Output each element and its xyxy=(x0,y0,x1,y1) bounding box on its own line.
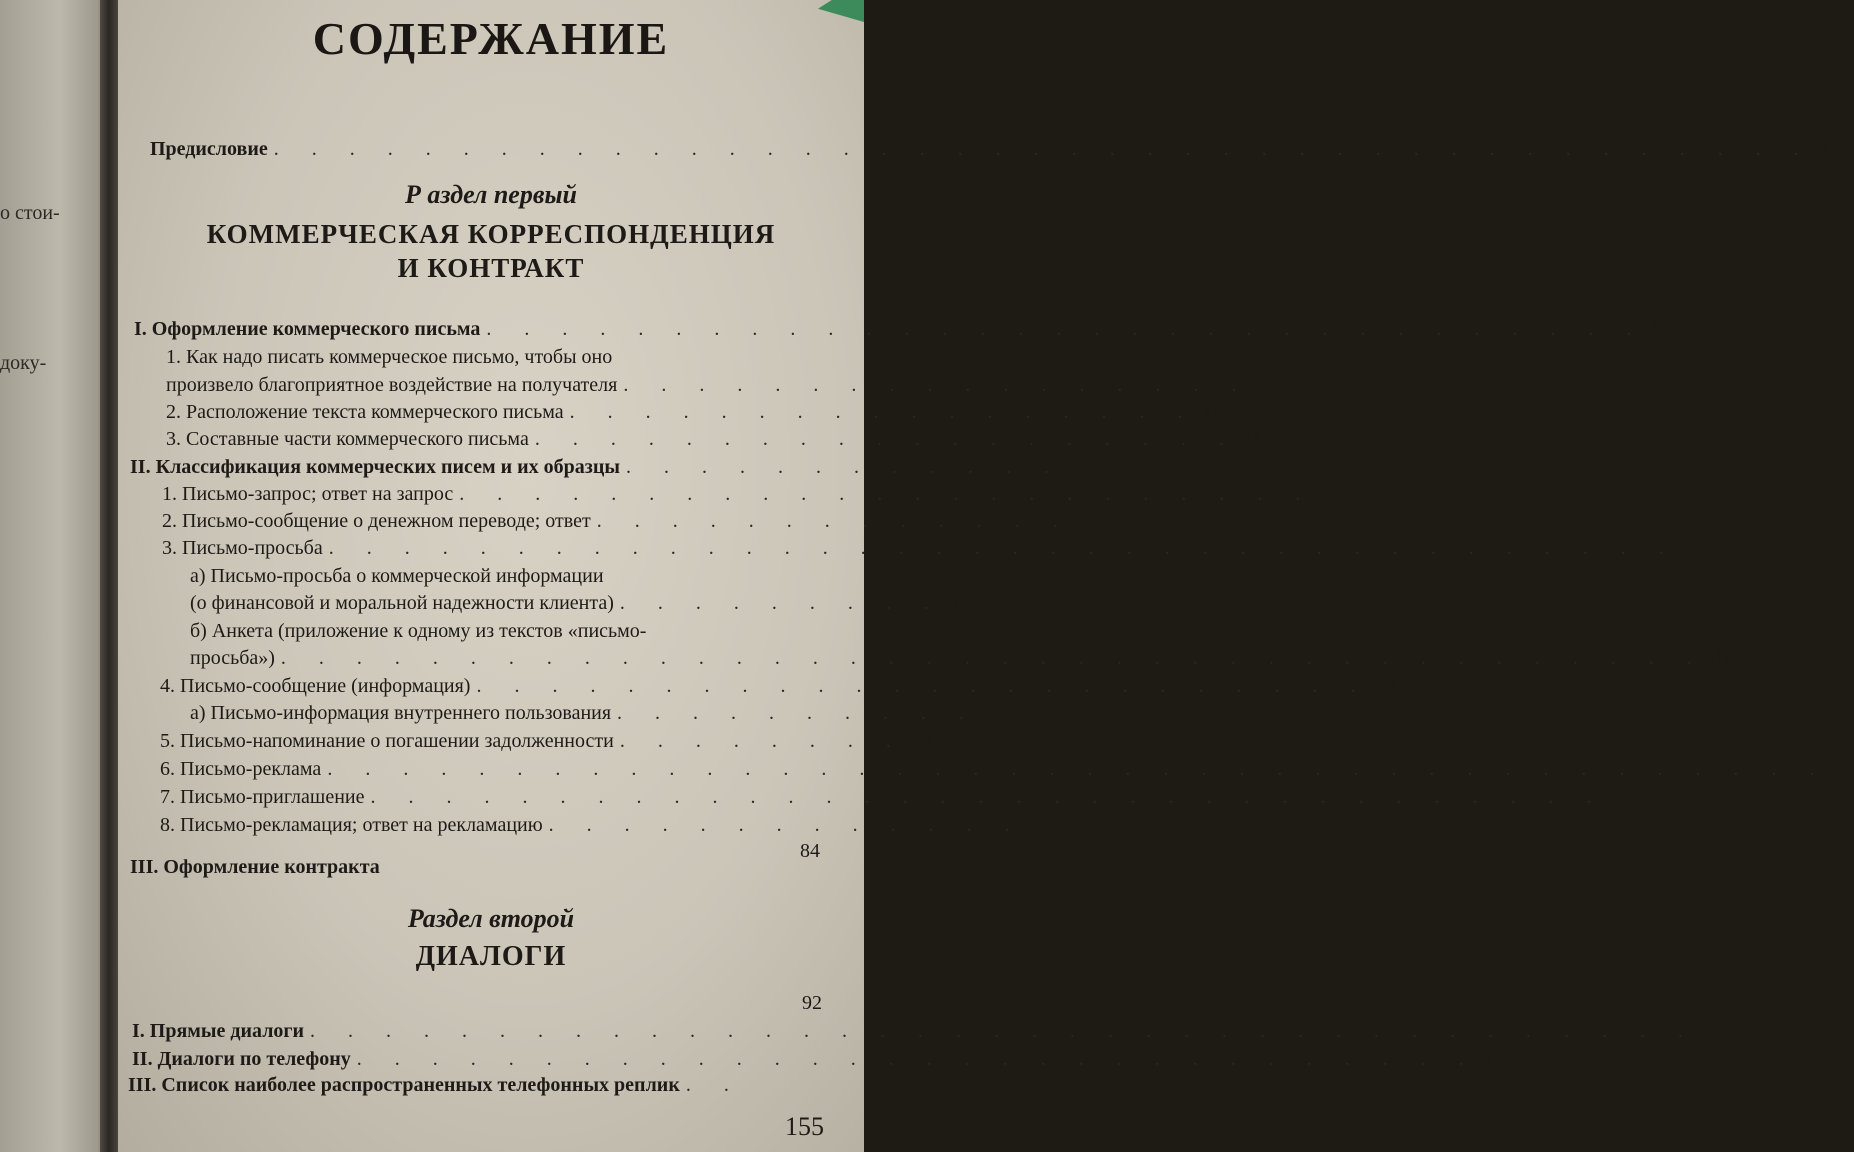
toc-entry-text: 8. Письмо-рекламация; ответ на рекламацию xyxy=(160,814,543,836)
toc-entry-text: I. Оформление коммерческого письма xyxy=(134,318,481,340)
toc-entry-text: 7. Письмо-приглашение xyxy=(160,786,365,808)
toc-page-number: 21 xyxy=(1320,483,1341,505)
toc-entry xyxy=(132,1018,1734,1044)
toc-entry xyxy=(132,1046,1514,1072)
dot-leader: . . . . . . . . . . . . . . . . . . . . . . . . . . . . . . . . . xyxy=(370,786,1606,808)
dot-leader: . . . . . . . . . . . . . xyxy=(596,510,1072,532)
toc-entry-text: 3. Письмо-просьба xyxy=(162,537,323,559)
toc-entry-text: 2. Письмо-сообщение о денежном переводе; ответ xyxy=(162,510,591,532)
section-label: Раздел второй xyxy=(407,904,575,933)
toc-entry-text: 5. Письмо-напоминание о погашении задолженности xyxy=(160,730,614,752)
toc-page-number: 47 xyxy=(1711,647,1732,669)
toc-entry xyxy=(166,399,1223,425)
toc-entry xyxy=(130,854,770,880)
dot-leader: . . . . . . . . . xyxy=(619,592,943,614)
toc-page-number: 78 xyxy=(1029,814,1050,836)
toc-page-number: 34 xyxy=(1683,537,1704,559)
left-page-fragment: доку- xyxy=(0,352,47,374)
toc-entry-text: Предисловие xyxy=(150,138,268,160)
section-title: КОММЕРЧЕСКАЯ КОРРЕСПОНДЕНЦИЯ xyxy=(206,219,776,249)
section-title: И КОНТРАКТ xyxy=(397,253,585,283)
left-page xyxy=(0,0,108,1152)
toc-page-number: 11 xyxy=(1243,428,1264,450)
toc-page-number: 8 xyxy=(1256,374,1267,396)
toc-page-number: 76 xyxy=(1611,786,1632,808)
dot-leader: . . . . . . . . . . xyxy=(617,702,979,724)
toc-entry-text: I. Прямые диалоги xyxy=(132,1020,305,1042)
toc-entry-text: II. Классификация коммерческих писем и их образцы xyxy=(130,456,620,478)
toc-entry-text: III. Список наиболее распространенных телефонных реплик xyxy=(128,1074,680,1096)
toc-page-number: 61 xyxy=(984,702,1005,724)
toc-entry xyxy=(130,454,1089,480)
toc-page-number: 106 xyxy=(1703,1020,1734,1042)
toc-entry-text: б) Анкета (приложение к одному из текстов «письмо- xyxy=(190,620,647,642)
toc-entry-text: (о финансовой и моральной надежности клиента) xyxy=(190,592,614,614)
dot-leader: . . . . . . . . . . . . . . . . . . . . . . . . . . . . . . . . . . . . xyxy=(328,537,1678,559)
toc-entry-text: 1. Как надо писать коммерческое письмо, чтобы оно xyxy=(166,346,613,368)
toc-page-number: 21 xyxy=(1068,456,1089,478)
toc-entry xyxy=(760,990,822,1016)
dot-leader: . . . . . . . . . . . . . . . . . . . . . . . . xyxy=(476,675,1370,697)
dot-leader: . . . . . . . . . . . . . . . . . . . . . . . xyxy=(459,483,1315,505)
toc-page-number: 41 xyxy=(948,592,969,614)
toc-entry-preface xyxy=(150,136,1829,162)
toc-entry xyxy=(162,535,1704,561)
dot-leader: . . . . . . . . xyxy=(619,730,905,752)
toc-entry xyxy=(128,1072,768,1098)
toc-entry xyxy=(190,590,969,616)
toc-entry xyxy=(166,344,818,370)
toc-entry-text: 4. Письмо-сообщение (информация) xyxy=(160,675,471,697)
toc-entry xyxy=(190,618,816,644)
dot-leader: . . . . . . . . . . . . . . . . . xyxy=(623,374,1251,396)
toc-entry xyxy=(162,481,1341,507)
dot-leader: . . . . . . . . . . . . . . . . . . . . . . . . . . . . . . . . . . . . . . . . . xyxy=(273,138,1813,160)
toc-entry xyxy=(160,812,1050,838)
toc-entry xyxy=(160,756,1854,782)
toc-entry xyxy=(160,673,1396,699)
toc-entry-text: а) Письмо-информация внутреннего пользования xyxy=(190,702,612,724)
toc-entry xyxy=(162,508,1098,534)
dot-leader: . . . . . . . . . . . . . xyxy=(548,814,1024,836)
dot-leader: . . . . . . . . . . . . . . . . . . . xyxy=(534,428,1238,450)
toc-entry-text: 6. Письмо-реклама xyxy=(160,758,322,780)
toc-page-number: 112 xyxy=(1483,1048,1514,1070)
toc-entry xyxy=(190,563,816,589)
toc-entry xyxy=(160,784,1632,810)
toc-entry-text: 2. Расположение текста коммерческого письма xyxy=(166,401,564,423)
toc-page-number: 71 xyxy=(1834,758,1854,780)
toc-entry-text: 3. Составные части коммерческого письма xyxy=(166,428,529,450)
toc-page-number: 8 xyxy=(1651,318,1662,340)
toc-page-number: 29 xyxy=(1077,510,1098,532)
toc-page-number: 53 xyxy=(1375,675,1396,697)
toc-entry xyxy=(160,728,931,754)
toc-page-number: 92 xyxy=(802,992,822,1014)
section-title: ДИАЛОГИ xyxy=(415,941,567,972)
toc-page-number: 63 xyxy=(910,730,931,752)
toc-entry-text: а) Письмо-просьба о коммерческой информации xyxy=(190,565,604,587)
toc-entry xyxy=(166,426,1264,452)
toc-entry-text: 1. Письмо-запрос; ответ на запрос xyxy=(162,483,454,505)
dot-leader: . . . . . . . . . . . . . . . . . . . . . . . . . . . . . . . . . . . . . . . . xyxy=(327,758,1829,780)
page-number: 155 xyxy=(785,1112,824,1141)
toc-entry-text: II. Диалоги по телефону xyxy=(132,1048,351,1070)
toc-entry-text: просьба») xyxy=(190,647,275,669)
toc-entry xyxy=(134,316,1662,342)
toc-page-number: 84 xyxy=(800,840,820,862)
dot-leader: . . . . . . . . . . . . . . . . . . . . . . . . . . . . . . . xyxy=(486,318,1646,340)
toc-page-number: 3 xyxy=(1818,138,1829,160)
page-title: СОДЕРЖАНИЕ xyxy=(312,13,670,64)
left-page-fragment: о стои- xyxy=(0,202,60,224)
dot-leader: . . . . . . . . . . . . . . . . . . . . . . . . . . . . . . . . . . . . . . xyxy=(280,647,1706,669)
toc-entry xyxy=(190,700,1005,726)
toc-entry-text: произвело благоприятное воздействие на получателя xyxy=(166,374,618,396)
contents-page xyxy=(118,0,1854,1152)
section-label: Р аздел первый xyxy=(405,180,577,209)
toc-entry-text: III. Оформление контракта xyxy=(130,856,380,878)
dot-leader: . . xyxy=(685,1074,743,1096)
dot-leader: . . . . . . . . . . . . . . . . . xyxy=(569,401,1197,423)
dot-leader: . . . . . . . . . . . . . . . . . . . . . . . . . . . . . . . . . . . . . xyxy=(310,1020,1698,1042)
toc-entry xyxy=(190,645,1732,671)
toc-entry xyxy=(166,372,1267,398)
dot-leader: . . . . . . . . . . . . xyxy=(625,456,1063,478)
toc-page-number: 10 xyxy=(1202,401,1223,423)
dot-leader: . . . . . . . . . . . . . . . . . . . . . . . . . . . . . . xyxy=(356,1048,1478,1070)
